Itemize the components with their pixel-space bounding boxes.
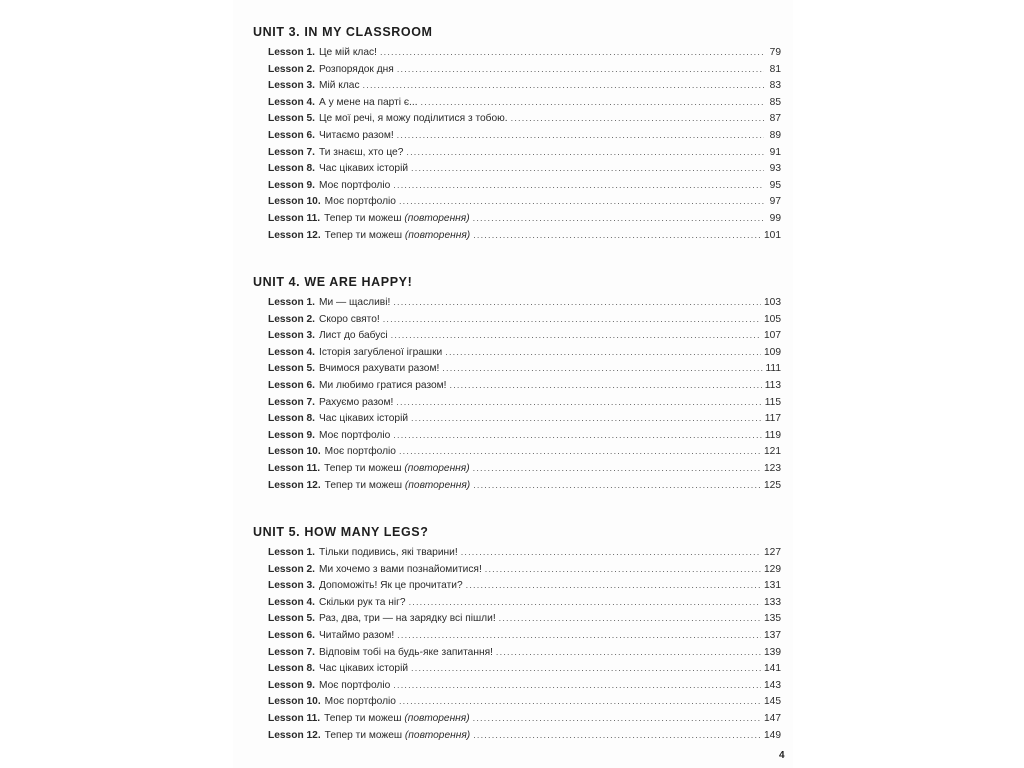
lesson-page-number: 145 <box>764 696 781 708</box>
lesson-title-text: Моє портфоліо <box>319 179 391 191</box>
lesson-number: Lesson 2. <box>268 313 315 325</box>
lesson-title-text: Допоможіть! Як це прочитати? <box>319 580 463 592</box>
toc-entry <box>253 460 783 477</box>
lesson-page-number: 121 <box>764 446 781 458</box>
unit-section <box>253 523 783 743</box>
lesson-number: Lesson 1. <box>268 547 315 558</box>
dot-leader <box>397 127 764 144</box>
lesson-title <box>319 111 508 127</box>
dot-leader <box>383 311 761 328</box>
lesson-title <box>319 62 394 78</box>
toc-entry <box>253 77 783 94</box>
lesson-title <box>319 95 418 111</box>
lesson-number: Lesson 6. <box>268 379 315 391</box>
lesson-number: Lesson 3. <box>268 580 315 592</box>
lesson-title-note: (повторення) <box>404 212 470 224</box>
lesson-number: Lesson 2. <box>268 63 315 75</box>
lesson-title <box>319 545 458 561</box>
dot-leader <box>473 210 764 227</box>
lesson-page-number: 129 <box>764 563 781 575</box>
unit-section <box>253 23 783 243</box>
lesson-number: Lesson 10. <box>268 446 321 458</box>
lesson-list <box>253 544 783 743</box>
lesson-list <box>253 44 783 243</box>
lesson-number: Lesson 12. <box>268 479 321 491</box>
lesson-title-note: (повторення) <box>404 479 471 491</box>
toc-entry <box>253 294 783 311</box>
page-number: 4 <box>779 750 785 761</box>
lesson-page-number: 107 <box>764 330 781 342</box>
lesson-title-text: Тепер ти можеш <box>324 479 403 491</box>
lesson-title <box>319 145 403 161</box>
toc-entry <box>253 144 783 161</box>
lesson-title <box>325 228 471 244</box>
lesson-title <box>325 694 396 710</box>
toc-entry <box>253 360 783 377</box>
lesson-number: Lesson 1. <box>268 47 315 58</box>
lesson-page-number: 103 <box>764 297 781 308</box>
lesson-title <box>319 161 408 177</box>
lesson-number: Lesson 5. <box>268 363 315 375</box>
toc-entry <box>253 477 783 494</box>
lesson-title <box>324 711 470 727</box>
lesson-title-text: Тепер ти можеш <box>324 712 402 724</box>
toc-entry <box>253 110 783 127</box>
lesson-page-number: 79 <box>769 47 781 58</box>
lesson-title-text: Лист до бабусі <box>319 330 388 342</box>
dot-leader <box>496 644 761 661</box>
dot-leader <box>411 160 764 177</box>
lesson-page-number: 137 <box>764 629 781 641</box>
dot-leader <box>397 61 764 78</box>
dot-leader <box>411 410 762 427</box>
lesson-number: Lesson 9. <box>268 679 315 691</box>
lesson-page-number: 141 <box>764 663 781 675</box>
lesson-title <box>319 178 390 194</box>
dot-leader <box>445 344 761 361</box>
lesson-number: Lesson 6. <box>268 629 315 641</box>
lesson-title <box>319 78 360 94</box>
toc-entry <box>253 443 783 460</box>
toc-entry <box>253 693 783 710</box>
toc-entry <box>253 193 783 210</box>
lesson-title-note: (повторення) <box>404 729 471 741</box>
lesson-title <box>319 378 447 394</box>
lesson-title <box>319 411 408 427</box>
lesson-page-number: 101 <box>764 229 781 241</box>
lesson-title <box>319 562 482 578</box>
lesson-page-number: 139 <box>764 646 781 658</box>
lesson-title-text: Моє портфоліо <box>319 429 391 441</box>
lesson-title-text: Читаємо разом! <box>319 129 394 141</box>
dot-leader <box>461 544 761 561</box>
toc-entry <box>253 677 783 694</box>
lesson-number: Lesson 8. <box>268 663 315 675</box>
lesson-title-text: Моє портфоліо <box>324 696 396 708</box>
toc-entry <box>253 427 783 444</box>
lesson-title-text: Мій клас <box>319 80 360 92</box>
dot-leader <box>363 77 764 94</box>
lesson-title-text: Ми хочемо з вами познайомитися! <box>319 563 482 575</box>
dot-leader <box>393 294 761 311</box>
lesson-title-text: Тепер ти можеш <box>324 212 402 224</box>
lesson-number: Lesson 3. <box>268 330 315 342</box>
lesson-page-number: 111 <box>765 363 781 375</box>
lesson-title <box>325 728 471 744</box>
lesson-page-number: 89 <box>769 129 781 141</box>
unit-heading: UNIT 4. WE ARE HAPPY! <box>253 275 413 289</box>
lesson-title <box>324 211 470 227</box>
lesson-number: Lesson 1. <box>268 297 315 308</box>
dot-leader <box>421 94 764 111</box>
lesson-number: Lesson 11. <box>268 712 321 724</box>
lesson-title-note: (повторення) <box>404 712 470 724</box>
lesson-page-number: 119 <box>764 429 781 441</box>
dot-leader <box>473 227 761 244</box>
dot-leader <box>391 327 761 344</box>
lesson-page-number: 133 <box>764 596 781 608</box>
toc-entry <box>253 577 783 594</box>
toc-entry <box>253 627 783 644</box>
dot-leader <box>511 110 764 127</box>
lesson-title-text: Це мій клас! <box>319 47 377 58</box>
lesson-title-text: Моє портфоліо <box>319 679 391 691</box>
dot-leader <box>397 627 761 644</box>
lesson-number: Lesson 5. <box>268 113 315 125</box>
toc-entry <box>253 61 783 78</box>
toc-entry <box>253 394 783 411</box>
lesson-page-number: 117 <box>764 413 781 425</box>
lesson-title-text: Ми — щасливі! <box>319 297 391 308</box>
dot-leader <box>473 727 761 744</box>
dot-leader <box>399 443 761 460</box>
toc-entry <box>253 727 783 744</box>
lesson-title-text: Раз, два, три — на зарядку всі пішли! <box>319 613 496 625</box>
lesson-page-number: 97 <box>769 196 781 208</box>
dot-leader <box>450 377 762 394</box>
dot-leader <box>396 394 761 411</box>
lesson-title <box>319 578 463 594</box>
lesson-number: Lesson 12. <box>268 729 321 741</box>
lesson-title-text: Відповім тобі на будь-яке запитання! <box>319 646 493 658</box>
toc-entry <box>253 127 783 144</box>
lesson-title-text: Моє портфоліо <box>324 446 396 458</box>
lesson-number: Lesson 7. <box>268 146 315 158</box>
toc-entry <box>253 94 783 111</box>
lesson-title <box>319 312 380 328</box>
dot-leader <box>485 561 761 578</box>
lesson-number: Lesson 5. <box>268 613 315 625</box>
lesson-page-number: 113 <box>764 379 781 391</box>
dot-leader <box>442 360 762 377</box>
lesson-title <box>319 395 393 411</box>
lesson-title <box>325 194 396 210</box>
lesson-page-number: 143 <box>764 679 781 691</box>
lesson-page-number: 105 <box>764 313 781 325</box>
lesson-title-text: Моє портфоліо <box>324 196 396 208</box>
lesson-number: Lesson 10. <box>268 696 321 708</box>
toc-entry <box>253 327 783 344</box>
lesson-title <box>324 461 470 477</box>
lesson-title-text: Скоро свято! <box>319 313 380 325</box>
lesson-title <box>319 628 394 644</box>
lesson-title-text: Тепер ти можеш <box>324 229 403 241</box>
lesson-page-number: 115 <box>764 396 781 408</box>
dot-leader <box>473 477 761 494</box>
lesson-title-text: Читаймо разом! <box>319 629 395 641</box>
unit-section <box>253 273 783 493</box>
lesson-page-number: 83 <box>769 80 781 92</box>
lesson-title <box>319 661 408 677</box>
dot-leader <box>380 44 764 61</box>
lesson-title-text: Тільки подивись, які тварини! <box>319 547 458 558</box>
toc-entry <box>253 644 783 661</box>
lesson-number: Lesson 8. <box>268 163 315 175</box>
lesson-title <box>319 678 390 694</box>
lesson-number: Lesson 7. <box>268 396 315 408</box>
lesson-title <box>325 478 471 494</box>
dot-leader <box>411 660 761 677</box>
lesson-page-number: 95 <box>769 179 781 191</box>
lesson-title <box>319 611 496 627</box>
dot-leader <box>473 460 761 477</box>
lesson-title <box>319 595 406 611</box>
lesson-title-text: Історія загубленої іграшки <box>319 346 443 358</box>
lesson-number: Lesson 10. <box>268 196 321 208</box>
lesson-title <box>319 428 390 444</box>
lesson-title-text: Час цікавих історій <box>319 413 409 425</box>
lesson-number: Lesson 11. <box>268 462 321 474</box>
dot-leader <box>409 594 761 611</box>
lesson-title <box>319 45 377 61</box>
toc-entry <box>253 610 783 627</box>
lesson-number: Lesson 3. <box>268 80 315 92</box>
lesson-number: Lesson 9. <box>268 429 315 441</box>
lesson-page-number: 87 <box>769 113 781 125</box>
lesson-title-text: Час цікавих історій <box>319 163 409 175</box>
lesson-title-text: Тепер ти можеш <box>324 729 403 741</box>
lesson-title <box>319 645 493 661</box>
dot-leader <box>466 577 761 594</box>
lesson-title-text: Це мої речі, я можу поділитися з тобою. <box>319 113 508 125</box>
dot-leader <box>393 177 764 194</box>
lesson-title <box>319 361 439 377</box>
lesson-page-number: 135 <box>764 613 781 625</box>
toc-entry <box>253 377 783 394</box>
lesson-number: Lesson 12. <box>268 229 321 241</box>
lesson-page-number: 125 <box>764 479 781 491</box>
lesson-title-note: (повторення) <box>404 462 470 474</box>
dot-leader <box>399 193 764 210</box>
lesson-title-note: (повторення) <box>404 229 471 241</box>
lesson-number: Lesson 8. <box>268 413 315 425</box>
lesson-title-text: Час цікавих історій <box>319 663 409 675</box>
lesson-page-number: 99 <box>769 212 781 224</box>
toc-entry <box>253 210 783 227</box>
lesson-title-text: Тепер ти можеш <box>324 462 402 474</box>
toc-entry <box>253 660 783 677</box>
lesson-title-text: Рахуємо разом! <box>319 396 394 408</box>
lesson-number: Lesson 4. <box>268 346 315 358</box>
lesson-page-number: 81 <box>769 63 781 75</box>
lesson-number: Lesson 4. <box>268 596 315 608</box>
dot-leader <box>473 710 761 727</box>
toc-entry <box>253 227 783 244</box>
lesson-page-number: 131 <box>764 580 781 592</box>
lesson-number: Lesson 9. <box>268 179 315 191</box>
lesson-page-number: 149 <box>764 729 781 741</box>
lesson-title <box>319 328 388 344</box>
lesson-title-text: Розпорядок дня <box>319 63 394 75</box>
lesson-title <box>325 444 396 460</box>
dot-leader <box>399 693 761 710</box>
lesson-page-number: 127 <box>764 547 781 558</box>
dot-leader <box>393 427 761 444</box>
toc-entry <box>253 594 783 611</box>
dot-leader <box>499 610 761 627</box>
lesson-number: Lesson 4. <box>268 96 315 108</box>
unit-heading: UNIT 5. HOW MANY LEGS? <box>253 525 429 539</box>
lesson-number: Lesson 7. <box>268 646 315 658</box>
dot-leader <box>393 677 761 694</box>
lesson-title-text: Вчимося рахувати разом! <box>319 363 440 375</box>
lesson-list <box>253 294 783 493</box>
toc-entry <box>253 344 783 361</box>
lesson-page-number: 147 <box>764 712 781 724</box>
lesson-page-number: 123 <box>764 462 781 474</box>
lesson-number: Lesson 2. <box>268 563 315 575</box>
lesson-title <box>319 295 390 311</box>
toc-entry <box>253 561 783 578</box>
toc-entry <box>253 177 783 194</box>
lesson-page-number: 91 <box>769 146 781 158</box>
lesson-number: Lesson 11. <box>268 212 321 224</box>
dot-leader <box>406 144 764 161</box>
lesson-number: Lesson 6. <box>268 129 315 141</box>
toc-entry <box>253 410 783 427</box>
lesson-title-text: А у мене на парті є... <box>319 96 418 108</box>
lesson-page-number: 85 <box>769 96 781 108</box>
lesson-title-text: Ми любимо гратися разом! <box>319 379 447 391</box>
toc-entry <box>253 311 783 328</box>
toc-entry <box>253 710 783 727</box>
lesson-page-number: 109 <box>764 346 781 358</box>
toc-entry <box>253 160 783 177</box>
toc-entry <box>253 44 783 61</box>
unit-heading: UNIT 3. IN MY CLASSROOM <box>253 25 433 39</box>
toc-entry <box>253 544 783 561</box>
lesson-title <box>319 128 394 144</box>
lesson-title-text: Ти знаєш, хто це? <box>319 146 404 158</box>
lesson-page-number: 93 <box>769 163 781 175</box>
lesson-title-text: Скільки рук та ніг? <box>319 596 406 608</box>
lesson-title <box>319 345 442 361</box>
